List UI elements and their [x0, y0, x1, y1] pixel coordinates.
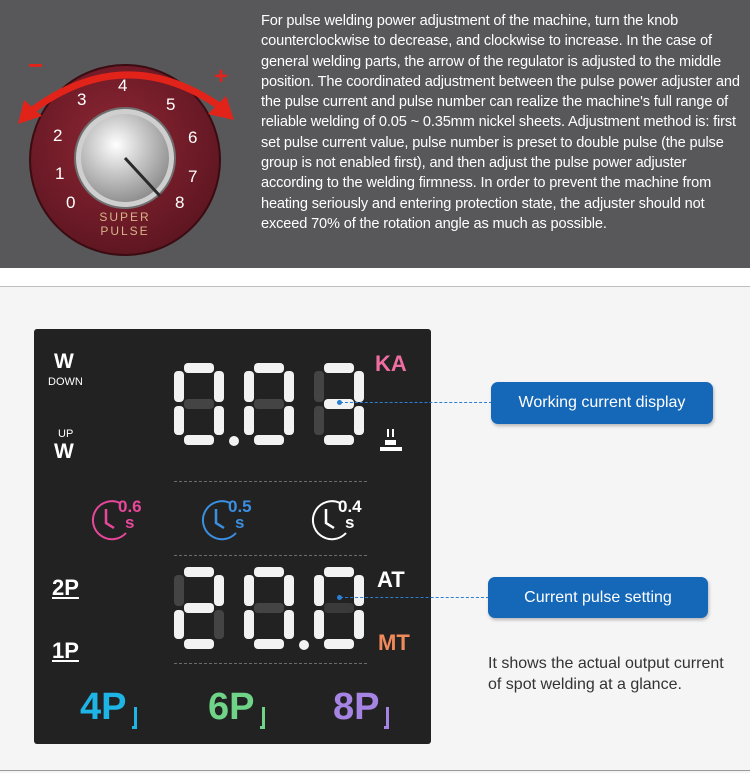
unit-ka-label: KA — [375, 351, 407, 376]
current-pulse-callout: Current pulse setting — [488, 577, 708, 618]
segment — [184, 639, 214, 649]
segment — [184, 603, 214, 613]
dial-number: 0 — [66, 193, 76, 212]
segment — [184, 363, 214, 373]
timer-value: 0.6 — [118, 497, 142, 516]
segment — [214, 371, 224, 402]
segment — [174, 610, 184, 639]
segment — [214, 406, 224, 435]
timer-icon — [86, 495, 146, 547]
leader-dot — [337, 595, 342, 600]
callout-note: It shows the actual output current of spot welding at a glance. — [488, 655, 724, 693]
timer-icon — [306, 495, 366, 547]
segment — [184, 567, 214, 577]
bracket-mark — [384, 707, 389, 729]
segment — [284, 575, 294, 606]
segment — [324, 435, 354, 445]
segment — [354, 575, 364, 606]
segment — [324, 603, 354, 613]
current-seven-segment-display — [170, 361, 386, 461]
segment — [254, 399, 284, 409]
segment — [184, 435, 214, 445]
top-banner — [0, 0, 750, 268]
segment — [284, 406, 294, 435]
pulse-seven-segment-display — [170, 565, 386, 665]
segment — [314, 610, 324, 639]
timer-value: 0.4 — [338, 497, 362, 516]
dashed-divider — [174, 555, 367, 556]
dial-number: 7 — [188, 167, 198, 186]
pulse-2p-label: 2P — [52, 575, 79, 600]
unit-at-label: AT — [377, 567, 405, 592]
segment — [314, 575, 324, 606]
brand-super: SUPER — [99, 210, 151, 224]
pulse-group-6p: 6P — [208, 686, 255, 728]
segment — [354, 406, 364, 435]
segment — [324, 567, 354, 577]
dial-number: 8 — [175, 193, 185, 212]
pulse-knob-illustration — [0, 0, 250, 268]
decimal-point — [229, 436, 239, 446]
segment — [324, 363, 354, 373]
segment — [314, 371, 324, 402]
dial-number: 5 — [166, 95, 176, 114]
w-up-letter: W — [54, 440, 74, 463]
bracket-mark — [260, 707, 265, 729]
segment — [284, 371, 294, 402]
leader-dot — [337, 400, 342, 405]
segment — [244, 575, 254, 606]
dial-number: 6 — [188, 128, 198, 147]
timer-row — [86, 495, 386, 547]
minus-sign: − — [28, 50, 44, 80]
segment — [174, 406, 184, 435]
timer-unit: s — [345, 513, 355, 532]
plus-sign: + — [214, 63, 229, 90]
timer-value: 0.5 — [228, 497, 252, 516]
timer-unit: s — [125, 513, 135, 532]
segment — [214, 610, 224, 639]
w-down-letter: W — [54, 350, 74, 373]
w-down-label: DOWN — [48, 376, 83, 388]
brand-pulse: PULSE — [100, 224, 150, 238]
segment — [214, 575, 224, 606]
segment — [314, 406, 324, 435]
segment — [254, 603, 284, 613]
leader-line — [340, 402, 492, 403]
segment — [254, 639, 284, 649]
leader-line — [340, 597, 489, 598]
segment — [254, 567, 284, 577]
segment — [174, 371, 184, 402]
segment — [284, 610, 294, 639]
unit-mt-label: MT — [378, 630, 410, 655]
working-current-callout: Working current display — [491, 382, 713, 424]
segment — [254, 363, 284, 373]
segment — [324, 639, 354, 649]
bottom-divider — [0, 770, 750, 771]
segment — [174, 575, 184, 606]
bracket-mark — [132, 707, 137, 729]
dashed-divider — [174, 481, 367, 482]
pulse-adjustment-description: For pulse welding power adjustment of the machine, turn the knob counterclockwise to decrease, and clockwise to increase. In the case of general welding parts, the arrow of the regulator is adjusted to the middle position. The coordinated adjustment between the pulse power adjuster and the pulse current and pulse number can realize the machine's full range of reliable welding of 0.05 ~ 0.35mm nickel sheets. Adjustment method is: first set pulse current value, pulse number is preset to double pulse (the pulse group is not enabled first), and then adjust the pulse power adjuster according to the welding firmness. In order to prevent the machine from heating seriously and entering protection state, the adjuster should not exceed 70% of the rotation angle as much as possible. — [261, 13, 740, 232]
segment — [244, 406, 254, 435]
segment — [244, 610, 254, 639]
dial-number: 4 — [118, 76, 128, 95]
segment — [254, 435, 284, 445]
dashed-divider — [174, 663, 367, 664]
pulse-group-8p: 8P — [333, 686, 380, 728]
segment — [354, 610, 364, 639]
dial-number: 2 — [53, 126, 63, 145]
welder-display-panel — [34, 329, 431, 744]
segment — [354, 371, 364, 402]
timer-icon — [196, 495, 256, 547]
pulse-1p-label: 1P — [52, 638, 79, 663]
dial-number: 1 — [55, 164, 65, 183]
timer-unit: s — [235, 513, 245, 532]
dial-number: 3 — [77, 90, 87, 109]
segment — [244, 371, 254, 402]
segment — [184, 399, 214, 409]
pulse-group-4p: 4P — [80, 686, 127, 728]
decimal-point — [299, 640, 309, 650]
w-up-label: UP — [58, 428, 74, 440]
